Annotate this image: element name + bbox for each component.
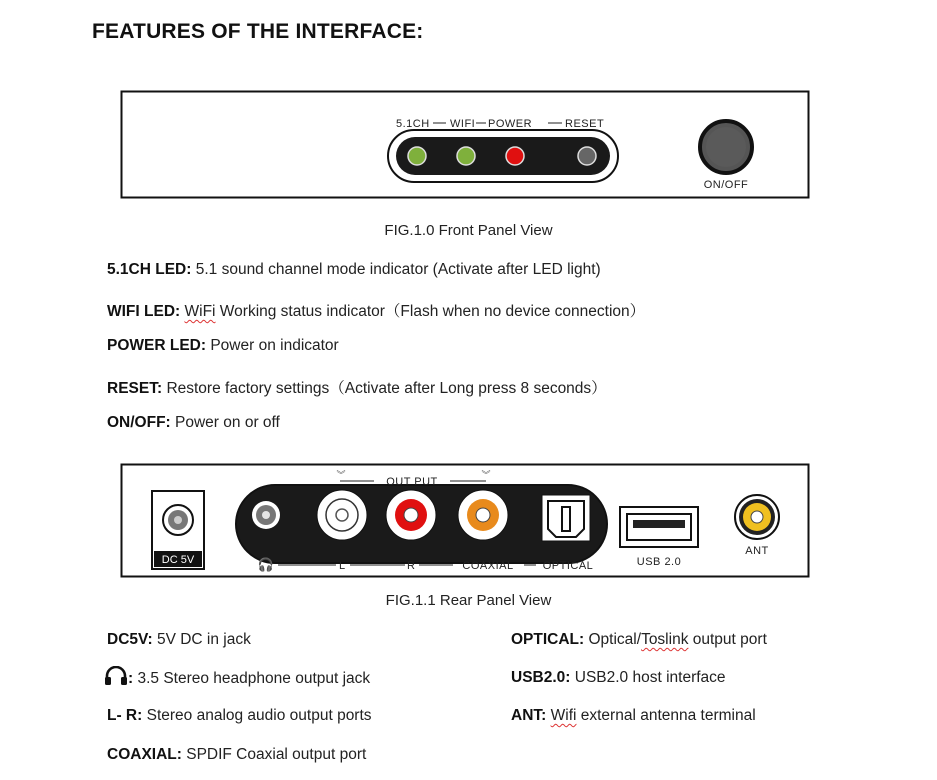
feature-term: DC5V: (107, 631, 153, 648)
feature-term: L- R: (107, 707, 143, 724)
label-optical: OPTICAL (542, 560, 594, 572)
feature-term: OPTICAL: (511, 631, 585, 648)
feature-power-led (107, 337, 339, 355)
label-output: OUT PUT (386, 476, 438, 488)
feature-dc5v (107, 631, 251, 649)
feature-on-off (107, 414, 280, 432)
feature-desc: 3.5 Stereo headphone output jack (137, 670, 371, 687)
feature-desc-wifi: Wifi (550, 707, 577, 724)
svg-text:︾: ︾ (481, 470, 491, 480)
feature-desc: Optical/ (588, 631, 642, 648)
feature-desc-wifi: WiFi (184, 303, 216, 320)
feature-ant (511, 707, 756, 725)
feature-coaxial (107, 746, 366, 764)
feature-term: RESET: (107, 380, 163, 397)
label-dc5v: DC 5V (161, 554, 195, 566)
feature-reset (107, 376, 607, 398)
rear-panel-caption: FIG.1.1 Rear Panel View (385, 592, 552, 609)
feature-desc: output port (688, 631, 767, 648)
rear-panel-diagram (120, 463, 810, 578)
label-on-off: ON/OFF (703, 179, 749, 191)
label-left: L (338, 560, 346, 572)
label-wifi: WIFI (450, 118, 476, 130)
feature-desc: external antenna terminal (576, 707, 756, 724)
label-ant: ANT (745, 545, 769, 557)
feature-optical (511, 631, 767, 649)
headphone-icon (104, 666, 128, 686)
feature-term: 5.1CH LED: (107, 261, 192, 278)
label-5-1ch: 5.1CH (396, 118, 430, 130)
feature-term-suffix: : (128, 670, 134, 687)
svg-text:︾: ︾ (336, 470, 346, 480)
page-heading: FEATURES OF THE INTERFACE: (92, 20, 424, 43)
feature-term: POWER LED: (107, 337, 207, 354)
feature-desc: USB2.0 host interface (574, 669, 726, 686)
feature-desc: Restore factory settings（Activate after Long press 8 seconds） (166, 380, 607, 397)
feature-term: COAXIAL: (107, 746, 182, 763)
label-power: POWER (488, 118, 533, 130)
front-panel-caption: FIG.1.0 Front Panel View (384, 222, 553, 239)
reset-button[interactable] (578, 147, 596, 165)
feature-headphone (104, 666, 370, 688)
led-5-1ch (408, 147, 426, 165)
headphone-icon: 🎧 (257, 557, 275, 572)
feature-usb2 (511, 669, 726, 687)
feature-term: WIFI LED: (107, 303, 181, 320)
feature-desc: Stereo analog audio output ports (146, 707, 372, 724)
feature-l-r (107, 707, 372, 725)
feature-desc: 5V DC in jack (156, 631, 251, 648)
label-usb: USB 2.0 (636, 556, 682, 568)
feature-desc: SPDIF Coaxial output port (186, 746, 367, 763)
led-wifi (457, 147, 475, 165)
feature-desc: Working status indicator（Flash when no device connection） (215, 303, 646, 320)
label-reset: RESET (565, 118, 605, 130)
label-coaxial: COAXIAL (462, 560, 514, 572)
feature-5-1ch-led (107, 261, 601, 279)
feature-term: ON/OFF: (107, 414, 171, 431)
feature-desc: Power on or off (175, 414, 280, 431)
feature-desc: Power on indicator (210, 337, 339, 354)
led-power (506, 147, 524, 165)
feature-wifi-led (107, 299, 645, 321)
feature-desc-toslink: Toslink (641, 631, 689, 648)
feature-term: USB2.0: (511, 669, 571, 686)
feature-desc: 5.1 sound channel mode indicator (Activate after LED light) (195, 261, 601, 278)
label-right: R (407, 560, 415, 572)
front-panel-diagram (120, 90, 810, 200)
feature-term: ANT: (511, 707, 547, 724)
